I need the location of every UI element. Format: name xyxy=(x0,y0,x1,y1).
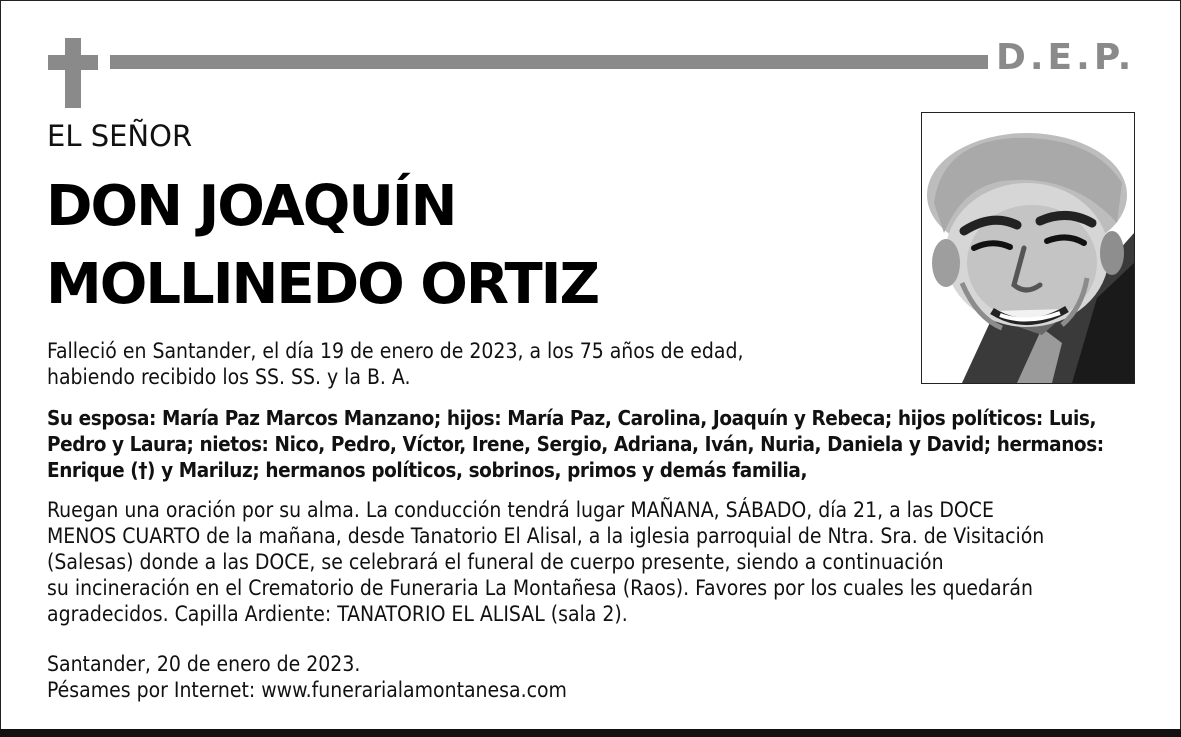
name-line-2: MOLLINEDO ORTIZ xyxy=(46,252,599,317)
cross-icon xyxy=(48,38,98,108)
service-line-3: (Salesas) donde a las DOCE, se celebrará el funeral de cuerpo presente, siendo a continuación xyxy=(47,550,944,574)
footer xyxy=(47,651,567,703)
place-date: Santander, 20 de enero de 2023. xyxy=(47,652,361,676)
family-line-3: Enrique (†) y Mariluz; hermanos políticos, sobrinos, primos y demás familia, xyxy=(47,458,808,482)
condolences-link: Pésames por Internet: www.funerarialamontanesa.com xyxy=(47,678,567,702)
death-notice-line-2: habiendo recibido los SS. SS. y la B. A. xyxy=(47,365,411,389)
header-rule xyxy=(110,55,988,69)
bottom-border xyxy=(0,729,1181,737)
name-line-1: DON JOAQUÍN xyxy=(46,174,456,239)
death-notice-line-1: Falleció en Santander, el día 19 de enero de 2023, a los 75 años de edad, xyxy=(47,339,744,363)
service-line-1: Ruegan una oración por su alma. La conducción tendrá lugar MAÑANA, SÁBADO, día 21, a las DOCE xyxy=(47,498,994,522)
portrait-photo xyxy=(921,112,1135,384)
family-line-2: Pedro y Laura; nietos: Nico, Pedro, Víctor, Irene, Sergio, Adriana, Iván, Nuria, Daniela y David; hermanos: xyxy=(47,432,1104,456)
service-line-2: MENOS CUARTO de la mañana, desde Tanatorio El Alisal, a la iglesia parroquial de Ntra. Sra. de Visitación xyxy=(47,524,1045,548)
deceased-name xyxy=(46,168,598,324)
service-line-5: agradecidos. Capilla Ardiente: TANATORIO EL ALISAL (sala 2). xyxy=(47,602,628,626)
honorific: EL SEÑOR xyxy=(47,119,193,153)
dep-label: D.E.P. xyxy=(996,37,1136,78)
death-notice xyxy=(47,338,744,390)
service-details xyxy=(47,497,1044,627)
family-list xyxy=(47,405,1104,483)
family-line-1: Su esposa: María Paz Marcos Manzano; hijos: María Paz, Carolina, Joaquín y Rebeca; hijos políticos: Luis, xyxy=(47,406,1097,430)
service-line-4: su incineración en el Crematorio de Funeraria La Montañesa (Raos). Favores por los cuales les quedarán xyxy=(47,576,1033,600)
